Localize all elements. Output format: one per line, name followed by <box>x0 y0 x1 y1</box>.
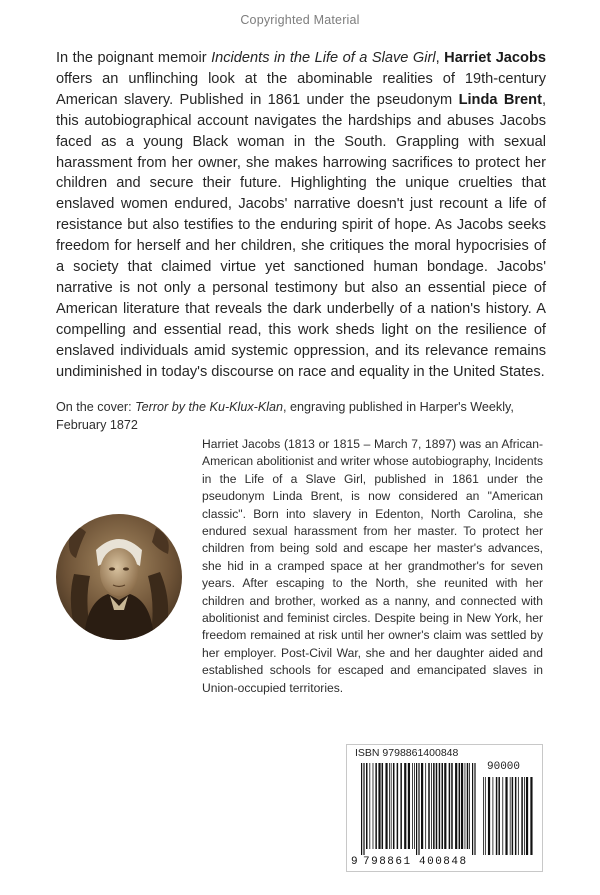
barcode-bar <box>467 763 469 849</box>
barcode-bar <box>521 777 523 855</box>
isbn-right-digits: 400848 <box>419 856 468 868</box>
barcode-bar <box>436 763 438 849</box>
barcode-bar <box>378 763 380 849</box>
barcode-bar <box>502 777 503 855</box>
barcode-bar <box>382 763 384 849</box>
barcode-bar <box>510 777 511 855</box>
barcode-bar <box>361 763 362 855</box>
cover-credit-suffix: , engraving published in Harper's Weekly, February 1872 <box>56 400 514 432</box>
barcode-bar <box>414 763 415 849</box>
author-name: Harriet Jacobs <box>444 50 546 66</box>
barcode-bar <box>518 777 519 855</box>
barcode-bar <box>421 763 423 849</box>
barcode-bar <box>369 763 370 849</box>
barcode-bar <box>385 763 387 849</box>
isbn-left-digits: 798861 <box>363 856 412 868</box>
cover-credit <box>56 398 551 434</box>
barcode-bar <box>363 763 364 855</box>
blurb-intro: In the poignant memoir <box>56 50 212 66</box>
barcode-bar <box>451 763 453 849</box>
barcode-bar <box>512 777 513 855</box>
author-biography: Harriet Jacobs (1813 or 1815 – March 7, 1897) was an African-American abolitionist and writer whose autobiography, Incidents in the Life of a Slave Girl, published in 1861 under the pseudonym Linda Brent, is now considered an "American classic". Born into slavery in Edenton, North Carolina, she endured sexual harassment from her master. To protect her children from being sold and escape her master's advances, she hid in a cramped space at her grandmother's for seven years. After escaping to the North, she reunited with her children and brother, worked as a nanny, and connected with abolitionist and feminist circles. Despite being in New York, her freedom remained at risk until her owner's claim was settled by her employer. Post-Civil War, she and her daughter aided and established schools for escaped and emancipated slaves in Union-occupied territories. <box>202 437 543 695</box>
copyright-watermark: Copyrighted Material <box>240 13 360 27</box>
isbn-barcode <box>346 744 543 872</box>
barcode-bar <box>530 777 532 855</box>
barcode-bar <box>439 763 441 849</box>
barcode-bar <box>389 763 390 849</box>
barcode-bar <box>474 763 475 855</box>
barcode-bar <box>449 763 451 849</box>
barcode-bar <box>391 763 392 849</box>
barcode-bar <box>455 763 457 849</box>
blurb-part2: offers an unflinching look at the abominable realities of 19th-century American slavery. Published in 1861 under the pseudonym <box>56 70 546 108</box>
barcode-bar <box>515 777 517 855</box>
barcode-bar <box>492 777 493 855</box>
barcode-bar <box>496 777 498 855</box>
barcode-bar <box>524 777 525 855</box>
cover-artwork-title: Terror by the Ku-Klux-Klan <box>135 400 284 414</box>
barcode-bar <box>412 763 413 849</box>
cover-credit-prefix: On the cover: <box>56 400 136 414</box>
book-title: Incidents in the Life of a Slave Girl <box>211 50 436 66</box>
barcode-bar <box>465 763 466 849</box>
barcode-bar <box>366 763 368 849</box>
barcode-bar <box>505 777 507 855</box>
barcode-bar <box>418 763 419 855</box>
book-blurb <box>56 48 546 383</box>
barcode-bar <box>416 763 417 855</box>
isbn-label: ISBN 9798861400848 <box>355 747 459 759</box>
barcode-bars <box>353 759 538 855</box>
author-portrait <box>56 514 182 640</box>
barcode-bar <box>469 763 470 849</box>
blurb-sep: , <box>435 50 445 66</box>
barcode-bar <box>459 763 461 849</box>
blurb-body: , this autobiographical account navigates the hardships and abuses Jacobs faced as a young Black woman in the South. Grappling with sexual harassment from her owner, she makes harrowing sacrifices to protect her children and secure their future. Highlighting the unique cruelties that enslaved women endured, Jacobs' narrative doesn't just recount a life of resistance but also testifies to the enduring spirit of hope. As Jacobs seeks freedom for herself and her children, she critiques the moral hypocrisies of a society that claimed virtue yet sanctioned human bondage. Jacobs' narrative is not only a personal testimony but also an essential piece of American literature that reveals the dark underbelly of a nation's history. A compelling and essential read, this work sheds light on the resilience of enslaved individuals amid systemic oppression, and its relevance remains undiminished in today's discourse on race and equality in the United States. <box>56 91 546 380</box>
barcode-bar <box>400 763 402 849</box>
barcode-bar <box>485 777 486 855</box>
barcode-bar <box>433 763 435 849</box>
barcode-bar <box>397 763 399 849</box>
barcode-bar <box>483 777 484 855</box>
barcode-bar <box>373 763 374 849</box>
barcode-bar <box>442 763 444 849</box>
barcode-bar <box>375 763 377 849</box>
pseudonym: Linda Brent <box>458 91 542 108</box>
barcode-bar <box>404 763 406 849</box>
barcode-bar <box>408 763 410 849</box>
barcode-bar <box>498 777 500 855</box>
barcode-bar <box>393 763 395 849</box>
barcode-bar <box>488 777 490 855</box>
barcode-bar <box>428 763 430 849</box>
barcode-bar <box>526 777 528 855</box>
price-code: 90000 <box>487 761 521 773</box>
isbn-lead-digit: 9 <box>351 856 358 868</box>
barcode-bar <box>461 763 463 849</box>
barcode-bar <box>444 763 446 849</box>
barcode-bar <box>431 763 432 849</box>
barcode-bar <box>425 763 426 849</box>
barcode-bar <box>472 763 473 855</box>
